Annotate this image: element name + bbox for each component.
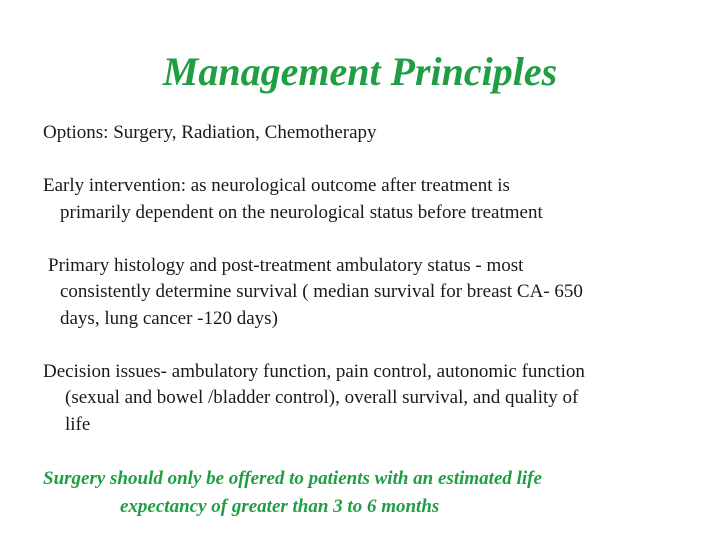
early-intervention-line-1: Early intervention: as neurological outcome after treatment is (43, 175, 510, 196)
surgery-recommendation-line-1: Surgery should only be offered to patients with an estimated life (43, 467, 542, 489)
options-line: Options: Surgery, Radiation, Chemotherapy (43, 122, 377, 143)
early-intervention-paragraph (43, 173, 693, 226)
histology-paragraph (43, 253, 693, 333)
surgery-recommendation (43, 465, 693, 521)
early-intervention-line-2: primarily dependent on the neurological status before treatment (60, 201, 543, 223)
slide-title: Management Principles (162, 49, 558, 94)
options-paragraph (43, 120, 693, 147)
surgery-recommendation-line-2: expectancy of greater than 3 to 6 months (120, 495, 440, 517)
histology-line-3: days, lung cancer -120 days) (60, 307, 278, 329)
slide-body (43, 120, 693, 521)
histology-line-2: consistently determine survival ( median survival for breast CA- 650 (60, 281, 583, 302)
decision-issues-line-2: (sexual and bowel /bladder control), overall survival, and quality of (65, 387, 579, 408)
decision-issues-line-3: life (65, 413, 91, 435)
decision-issues-line-1: Decision issues- ambulatory function, pain control, autonomic function (43, 360, 585, 382)
decision-issues-paragraph (43, 359, 693, 439)
histology-line-1: Primary histology and post-treatment ambulatory status - most (48, 254, 524, 276)
